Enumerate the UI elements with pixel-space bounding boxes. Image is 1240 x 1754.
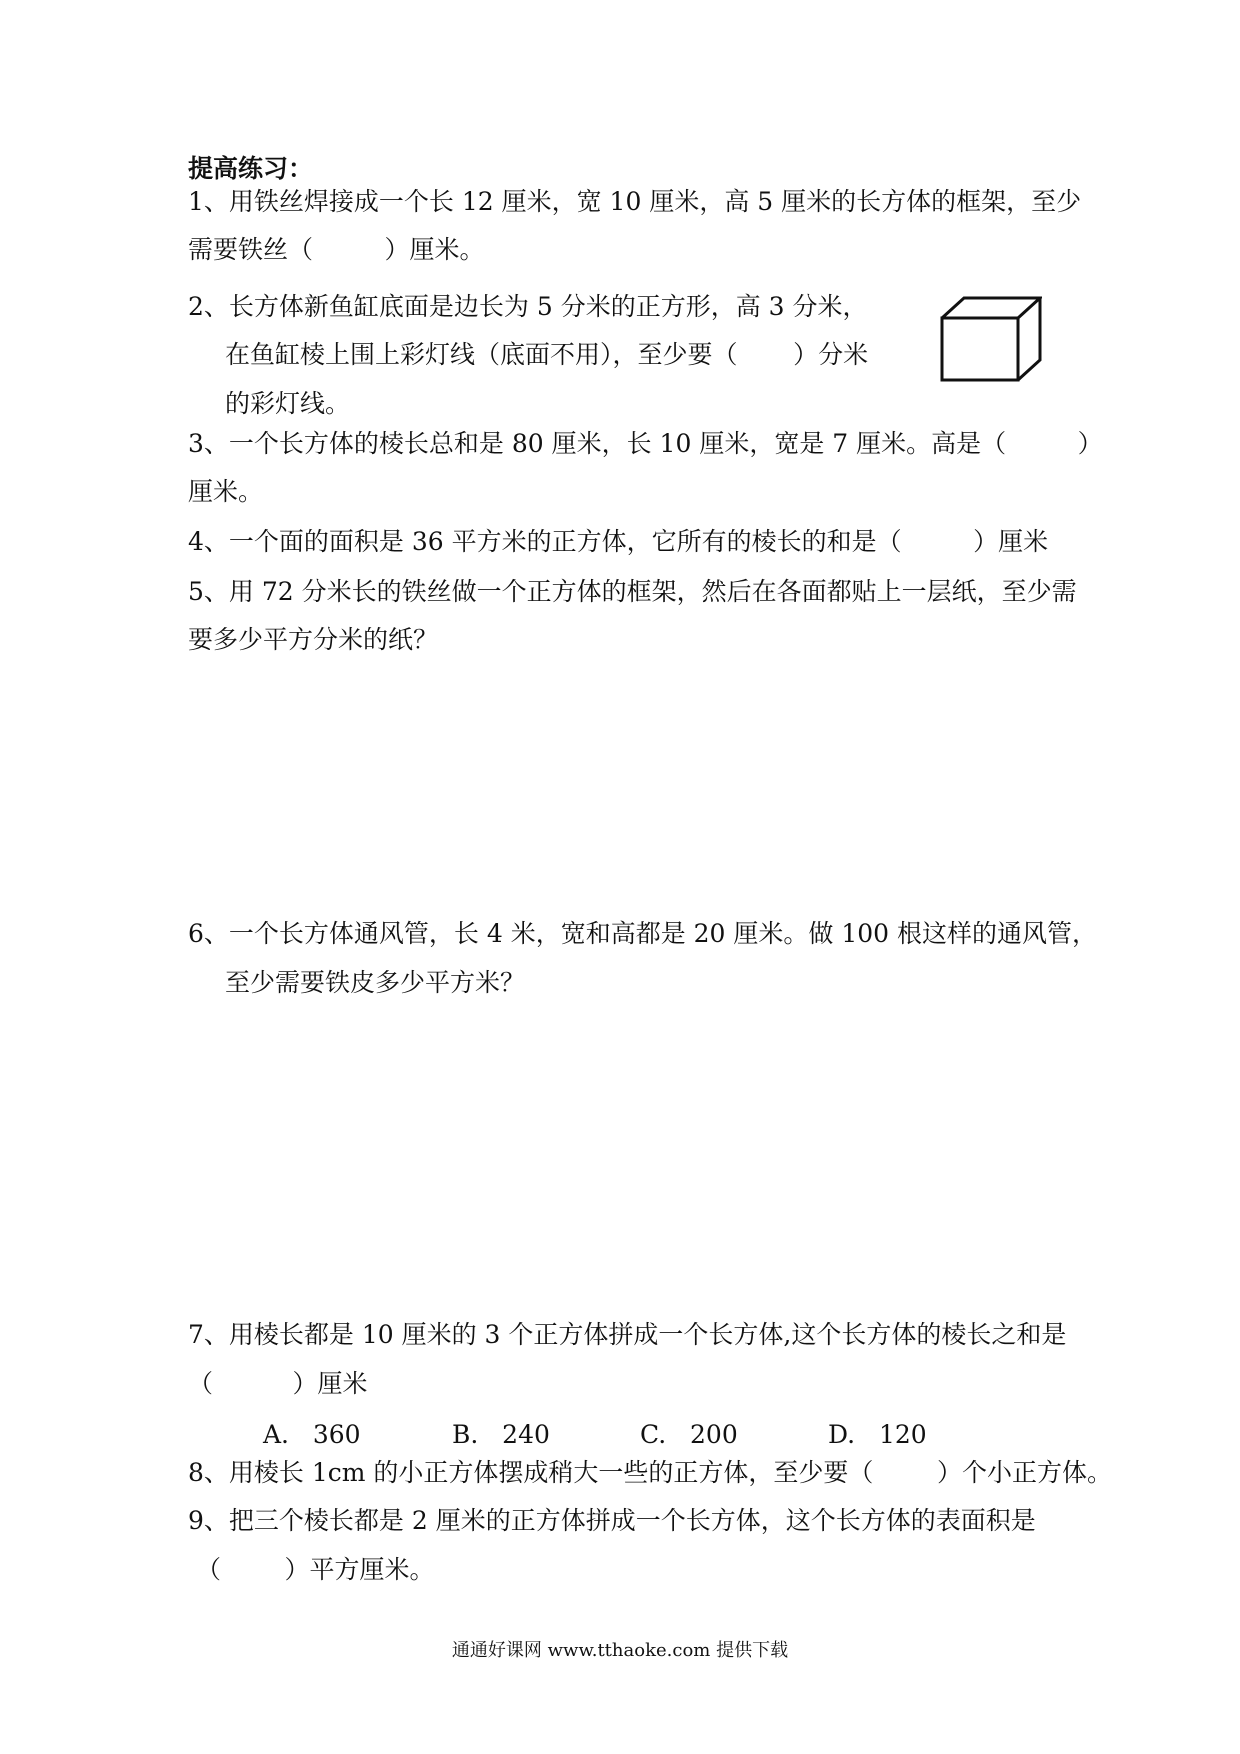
section-title: 提高练习： <box>188 154 314 183</box>
question-5-line-1: 5、用 72 分米长的铁丝做一个正方体的框架，然后在各面都贴上一层纸，至少需 <box>188 577 1077 606</box>
question-7-line-1: 7、用棱长都是 10 厘米的 3 个正方体拼成一个长方体,这个长方体的棱长之和是 <box>188 1320 1067 1349</box>
question-3-line-2: 厘米。 <box>188 477 264 506</box>
question-2-line-3: 的彩灯线。 <box>225 389 351 418</box>
question-3-line-1: 3、一个长方体的棱长总和是 80 厘米，长 10 厘米，宽是 7 厘米。高是（ ） <box>188 429 1103 458</box>
question-7-option-a: A. 360 <box>263 1420 361 1449</box>
question-9-line-2: （ ）平方厘米。 <box>188 1555 435 1584</box>
question-6-line-1: 6、一个长方体通风管，长 4 米，宽和高都是 20 厘米。做 100 根这样的通风管， <box>188 919 1098 948</box>
question-4-line-1: 4、一个面的面积是 36 平方米的正方体，它所有的棱长的和是（ ）厘米 <box>188 527 1049 556</box>
page-footer: 通通好课网 www.tthaoke.com 提供下载 <box>451 1640 789 1661</box>
question-1-line-2: 需要铁丝（ ）厘米。 <box>188 235 485 264</box>
question-7-option-b: B. 240 <box>452 1420 550 1449</box>
cube-front-face <box>942 318 1018 380</box>
question-1-line-1: 1、用铁丝焊接成一个长 12 厘米，宽 10 厘米，高 5 厘米的长方体的框架，至少 <box>188 187 1082 216</box>
question-7-line-2: （ ）厘米 <box>188 1369 368 1398</box>
question-2-line-1: 2、长方体新鱼缸底面是边长为 5 分米的正方形，高 3 分米， <box>188 292 868 321</box>
question-5-line-2: 要多少平方分米的纸？ <box>188 625 439 654</box>
question-6-line-2: 至少需要铁皮多少平方米？ <box>225 968 526 997</box>
cube-top-face <box>942 298 1040 318</box>
cube-side-face <box>1018 298 1040 380</box>
question-8-line-1: 8、用棱长 1cm 的小正方体摆成稍大一些的正方体，至少要（ ）个小正方体。 <box>188 1458 1112 1487</box>
question-7-option-c: C. 200 <box>640 1420 738 1449</box>
question-9-line-1: 9、把三个棱长都是 2 厘米的正方体拼成一个长方体，这个长方体的表面积是 <box>188 1506 1036 1535</box>
cube-figure <box>940 296 1042 382</box>
question-7-option-d: D. 120 <box>828 1420 927 1449</box>
question-2-line-2: 在鱼缸棱上围上彩灯线（底面不用），至少要（ ）分米 <box>225 340 869 369</box>
